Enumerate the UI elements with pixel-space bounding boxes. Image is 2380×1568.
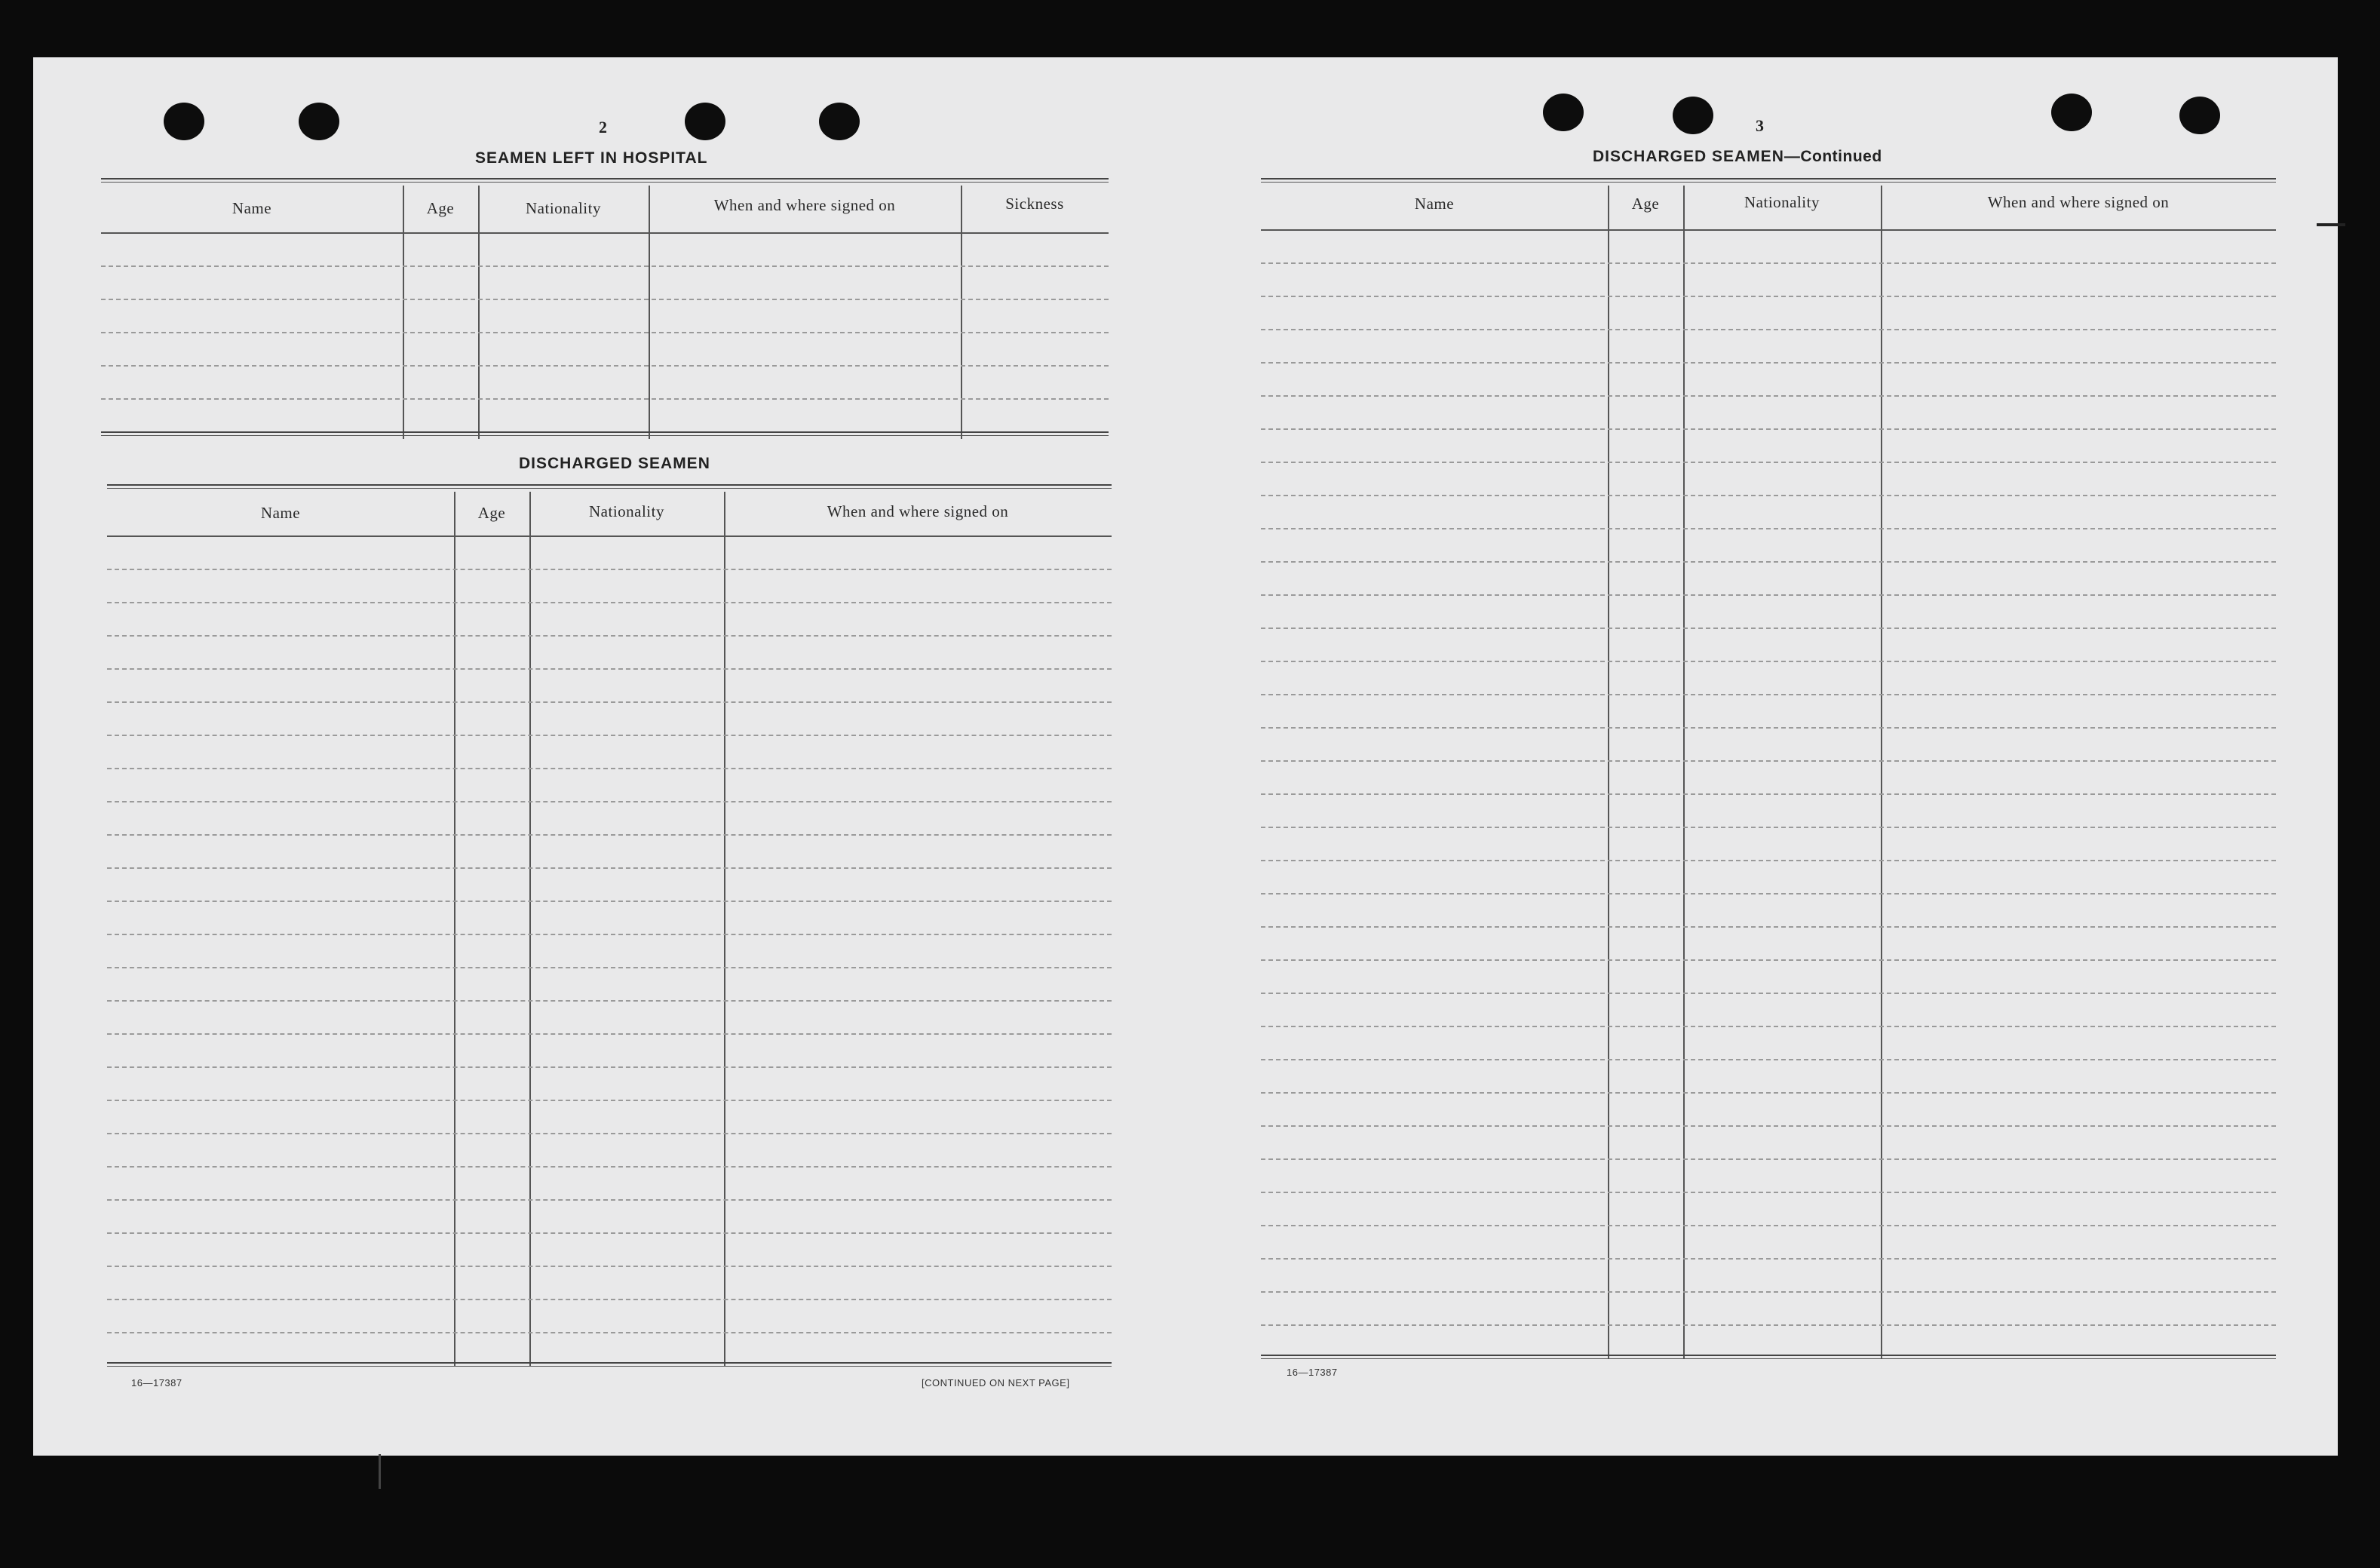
page-number-left: 2 — [599, 118, 607, 137]
page-number-right: 3 — [1756, 116, 1764, 135]
col-header-signed-on: When and where signed on — [713, 196, 896, 214]
title-main: DISCHARGED SEAMEN — [1593, 148, 1784, 165]
col-header-name: Name — [260, 504, 301, 522]
discharged-table-left — [107, 484, 1112, 1367]
punch-hole — [819, 103, 860, 140]
col-header-nationality: Nationality — [526, 199, 601, 217]
punch-hole — [1543, 94, 1584, 131]
discharged-section-title: DISCHARGED SEAMEN — [519, 455, 710, 472]
col-header-age: Age — [426, 199, 455, 217]
punch-hole — [2179, 97, 2220, 134]
discharged-continued-title — [1593, 148, 1882, 166]
sheet-notch — [2317, 223, 2345, 226]
col-header-name: Name — [232, 199, 272, 217]
col-header-nationality: Nationality — [1744, 193, 1820, 211]
hospital-section-title: SEAMEN LEFT IN HOSPITAL — [475, 149, 708, 167]
discharged-table-right — [1261, 178, 2276, 1359]
punch-hole — [164, 103, 204, 140]
col-header-signed-on: When and where signed on — [1987, 193, 2170, 211]
col-header-age: Age — [1631, 195, 1660, 213]
punch-hole — [2051, 94, 2092, 131]
col-header-sickness: Sickness — [1005, 195, 1064, 213]
form-number-right: 16—17387 — [1287, 1367, 1338, 1378]
title-suffix: —Continued — [1783, 148, 1882, 165]
punch-hole — [299, 103, 339, 140]
col-header-name: Name — [1414, 195, 1455, 213]
continued-note: [CONTINUED ON NEXT PAGE] — [922, 1377, 1070, 1388]
hospital-table — [101, 178, 1109, 439]
scan-streak — [379, 1454, 381, 1489]
col-header-age: Age — [477, 504, 506, 522]
form-number-left: 16—17387 — [131, 1377, 182, 1388]
punch-hole — [685, 103, 725, 140]
punch-hole — [1673, 97, 1713, 134]
col-header-nationality: Nationality — [589, 502, 664, 520]
col-header-signed-on: When and where signed on — [827, 502, 1009, 520]
